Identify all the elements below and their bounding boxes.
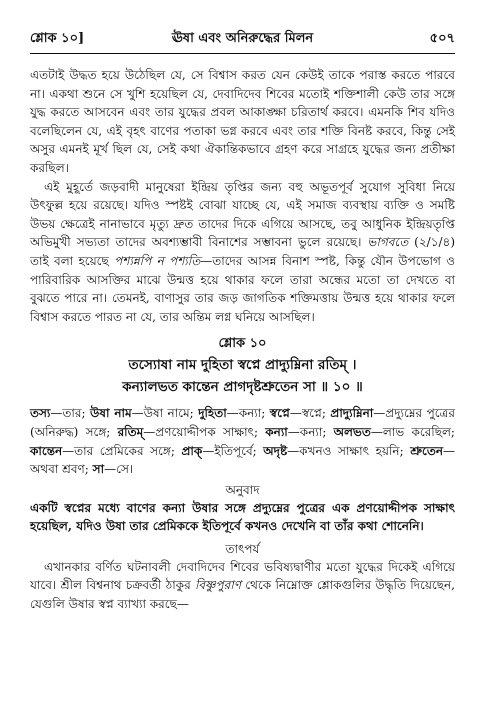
paragraph-2-italic-a: ভাগবতে xyxy=(367,235,409,250)
header-rule xyxy=(30,53,455,54)
synonym-meaning: —ইতিপূর্বে; xyxy=(202,443,264,458)
synonym-word: দুহিতা xyxy=(198,406,227,421)
chapter-title: ঊষা এবং অনিরুদ্ধের মিলন xyxy=(171,30,314,46)
translation-text: একটি স্বপ্নের মধ্যে বাণের কন্যা উষার সঙ্গে প্রদ্যুম্নের পুত্রের এক প্রণয়োদ্দীপক সাক্ষাৎ হয়েছিল, যদিও উষা তার প্রেমিককে ইতিপূর্বে কখনও দেখেনি বা তাঁর কথা শোনেনি। xyxy=(30,500,455,534)
synonym-meaning: —তার প্রেমিকের সঙ্গে; xyxy=(62,443,182,458)
synonym-meaning: —প্রদ্যুম্নের পুত্রের (অনিরুদ্ধ) সঙ্গে; xyxy=(30,406,455,439)
page-header xyxy=(30,28,455,50)
header-verse-ref: শ্লোক ১০] xyxy=(30,30,85,46)
purport-italic: বিষ্ণুপুরাণ xyxy=(194,578,241,593)
purport-heading: তাৎপর্য xyxy=(225,541,260,556)
synonym-word: স্বপ্নে xyxy=(269,406,290,421)
synonym-word: তস্য xyxy=(30,406,51,421)
verse-line-2: কন্যালভত কান্তেন প্রাগদৃষ্টশ্রুতেন সা ॥ ১০ ॥ xyxy=(122,379,363,396)
paragraph-1: এতটাই উদ্ধত হয়ে উঠেছিল যে, সে বিশ্বাস করত যেন কেউই তাকে পরাস্ত করতে পারবে না। একথা শুনে সে খুশি হয়েছিল যে, দেবাদিদেব শিবের মতোই শক্তিশালী কেউ তার সঙ্গে যুদ্ধ করতে আসবেন এবং তার যুদ্ধের প্রবল আকাঙ্ক্ষা চরিতার্থ করবে। এমনকি শিব যদিও বলেছিলেন যে, এই বৃহৎ বাণের পতাকা ভগ্ন করবে এবং তার শক্তি বিনষ্ট করবে, কিন্তু সেই অসুর এমনই মূর্খ ছিল যে, সেই কথা ঐকান্তিকভাবে গ্রহণ করে সাগ্রহে যুদ্ধের জন্য প্রতীক্ষা করছিল। xyxy=(30,68,455,175)
synonym-meaning: —সে। xyxy=(104,462,134,477)
purport-text xyxy=(30,558,455,614)
paragraph-2-text-c: —তাদের আসন্ন বিনাশ স্পষ্ট, কিন্তু যৌন উপভোগ ও পারিবারিক আসক্তির মাঝে উন্মত্ত হয়ে থাকার ফলে তারা অন্ধের মতো তা দেখতে বা বুঝতে পারে না। তেমনই, বাণাসুর তার জড় জাগতিক শক্তিমত্তায় উন্মত্ত হয়ে থাকার ফলে বিশ্বাস করতে পারত না যে, তার অন্তিম লগ্ন ঘনিয়ে আসছিল। xyxy=(30,253,455,324)
synonym-meaning: —লাভ করেছিল; xyxy=(370,424,455,439)
synonym-meaning: —কখনও সাক্ষাৎ হয়নি; xyxy=(287,443,411,458)
synonym-meaning: —স্বপ্নে; xyxy=(289,406,331,421)
purport-text-a: এখানকার বর্ণিত ঘটনাবলী দেবাদিদেব শিবের ভবিষ্যদ্বাণীর মতো যুদ্ধের দিকেই এগিয়ে যাবে। শ্রীল বিশ্বনাথ চক্রবর্তী ঠাকুর xyxy=(30,559,455,593)
synonym-meaning: —কন্যা; xyxy=(226,406,270,421)
synonym-meaning: —কন্যা; xyxy=(287,424,334,439)
synonym-word: অলভত xyxy=(333,424,371,439)
page-number: ৫০৭ xyxy=(429,30,455,46)
synonym-word: কান্তেন xyxy=(30,443,63,458)
synonym-meaning: —উষা নামে; xyxy=(131,406,199,421)
synonym-word: কন্যা xyxy=(265,424,288,439)
purport-text-b: থেকে নিম্নোক্ত শ্লোকগুলির উদ্ধৃতি দিয়েছেন, যেগুলি উষার স্বপ্ন ব্যাখ্যা করছে— xyxy=(30,578,455,612)
synonym-word: উষা নাম xyxy=(90,406,132,421)
synonym-word: প্রাক্ xyxy=(181,443,203,458)
verse-title: শ্লোক ১০ xyxy=(218,336,267,352)
synonym-meaning: —তার; xyxy=(50,406,91,421)
paragraph-2 xyxy=(30,178,455,327)
synonym-word: প্রাদ্যুম্নিনা xyxy=(330,406,374,421)
synonyms xyxy=(30,404,455,478)
synonym-meaning: —প্রণয়োদ্দীপক সাক্ষাৎ; xyxy=(143,424,266,439)
paragraph-2-text-b: (২/১/৪) তাই বলা হয়েছে xyxy=(30,235,456,268)
paragraph-2-italic-b: পশ্যন্নপি ন পশ্যতি xyxy=(114,253,201,268)
verse-line-1: তস্যোষা নাম দুহিতা স্বপ্নে প্রাদ্যুম্নিনা রতিম্ । xyxy=(128,357,357,374)
synonym-word: শ্রুতেন xyxy=(410,443,443,458)
synonym-meaning: —অথবা শ্রবণ; xyxy=(30,443,455,477)
paragraph-2-text-a: এই মুহূর্তে জড়বাদী মানুষেরা ইন্দ্রিয় তৃপ্তির জন্য বহু অভূতপূর্ব সুযোগ সুবিধা নিয়ে উৎফুল্ল হয়ে রয়েছে। যদিও স্পষ্টই বোঝা যাচ্ছে যে, এই সমাজ ব্যবস্থায় ব্যক্তি ও সমষ্টি উভয় ক্ষেত্রেই নানাভাবে মৃত্যু দ্রুত তাদের দিকে এগিয়ে আসছে, তবু আধুনিক ইন্দ্রিয়তৃপ্তি অভিমুখী সভ্যতা তাদের অবশ্যম্ভাবী বিনাশের সম্ভাবনা ভুলে রয়েছে। xyxy=(30,179,455,250)
translation-heading: অনুবাদ xyxy=(225,482,260,497)
synonym-word: রতিম্ xyxy=(117,424,144,439)
page-content xyxy=(30,66,455,614)
synonym-word: অদৃষ্ট xyxy=(263,443,288,458)
synonym-word: সা xyxy=(92,462,105,477)
